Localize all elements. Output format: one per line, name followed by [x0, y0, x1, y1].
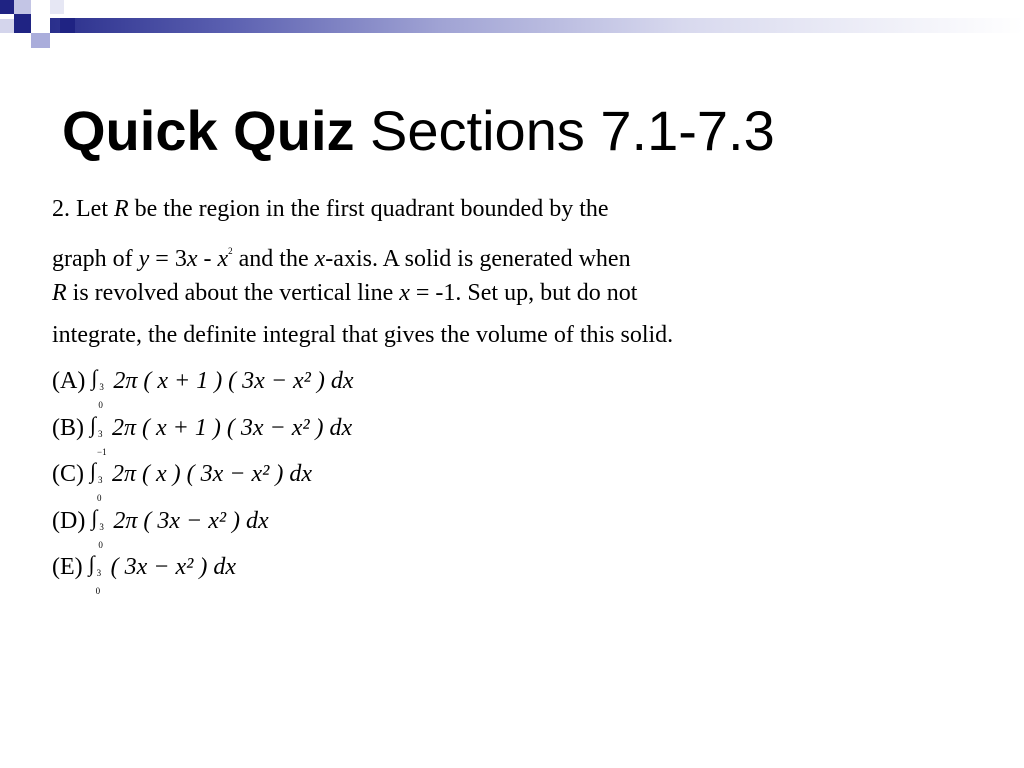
choice-label: (C): [52, 461, 84, 487]
text-run: and the: [232, 246, 315, 272]
choice-a[interactable]: [52, 358, 354, 410]
header-gradient-bar: [50, 18, 1024, 33]
upper-bound: 3: [96, 568, 102, 578]
math-var: x: [314, 246, 326, 272]
decor-square: [31, 33, 50, 48]
math-var: R: [113, 196, 129, 222]
integral-sign: ∫ 3 −1: [90, 415, 106, 439]
text-run: = -1. Set up, but do not: [409, 280, 638, 306]
slide-title: [62, 98, 775, 164]
upper-bound: 3: [98, 428, 103, 439]
text-run: graph of: [52, 246, 139, 272]
math-var: x: [217, 246, 229, 272]
integral-sign: ∫ 3 0: [89, 554, 105, 578]
lower-bound: 0: [98, 400, 103, 410]
math-var: R: [52, 280, 67, 306]
problem-line-1: [52, 188, 1012, 230]
title-bold: Quick Quiz: [62, 99, 355, 162]
integral-sign: ∫ 3 0: [90, 461, 106, 485]
text-run: be the region in the first quadrant bounded by the: [128, 196, 609, 222]
math-var: x: [399, 280, 410, 306]
integral-sign: ∫ 3 0: [91, 368, 107, 392]
decor-square: [14, 0, 31, 14]
decor-square: [60, 18, 75, 33]
integrand: 2π ( 3x − x² ) dx: [113, 507, 269, 534]
text-run: -axis. A solid is generated when: [325, 246, 631, 272]
integrand: 2π ( x ) ( 3x − x² ) dx: [112, 461, 312, 487]
decor-square: [14, 14, 31, 33]
lower-bound: 0: [97, 493, 102, 503]
answer-choices: [52, 358, 354, 596]
integral-sign: ∫ 3 0: [91, 508, 107, 532]
problem-line-4: integrate, the definite integral that gives the volume of this solid.: [52, 322, 674, 348]
choice-label: (D): [52, 507, 86, 534]
choice-label: (B): [52, 414, 84, 441]
math-var: y: [138, 246, 150, 272]
problem-line-3: [52, 272, 1012, 314]
upper-bound: 3: [99, 521, 104, 532]
text-run: 2. Let: [52, 196, 114, 222]
choice-e[interactable]: [52, 544, 354, 596]
math-var: x: [186, 246, 198, 272]
upper-bound: 3: [99, 382, 104, 392]
problem-line-2: [52, 230, 1012, 272]
upper-bound: 3: [98, 475, 103, 485]
problem-statement: [52, 188, 1012, 356]
lower-bound: 0: [98, 539, 103, 550]
text-run: = 3: [149, 246, 187, 272]
text-run: is revolved about the vertical line: [66, 280, 400, 306]
decor-square: [0, 19, 14, 33]
exponent: 2: [228, 246, 233, 256]
text-run: -: [197, 246, 218, 272]
title-rest: Sections 7.1-7.3: [354, 99, 775, 162]
choice-label: (A): [52, 368, 86, 394]
integrand: ( 3x − x² ) dx: [110, 554, 236, 580]
decor-square: [0, 0, 14, 14]
integrand: 2π ( x + 1 ) ( 3x − x² ) dx: [112, 414, 353, 441]
choice-c[interactable]: [52, 451, 354, 503]
lower-bound: 0: [95, 586, 101, 596]
choice-label: (E): [52, 554, 83, 580]
decor-square: [31, 14, 50, 33]
decor-square: [50, 0, 64, 14]
choice-b[interactable]: [52, 405, 354, 457]
header-decoration: [0, 0, 1024, 60]
integrand: 2π ( x + 1 ) ( 3x − x² ) dx: [113, 368, 354, 394]
lower-bound: −1: [97, 446, 107, 457]
